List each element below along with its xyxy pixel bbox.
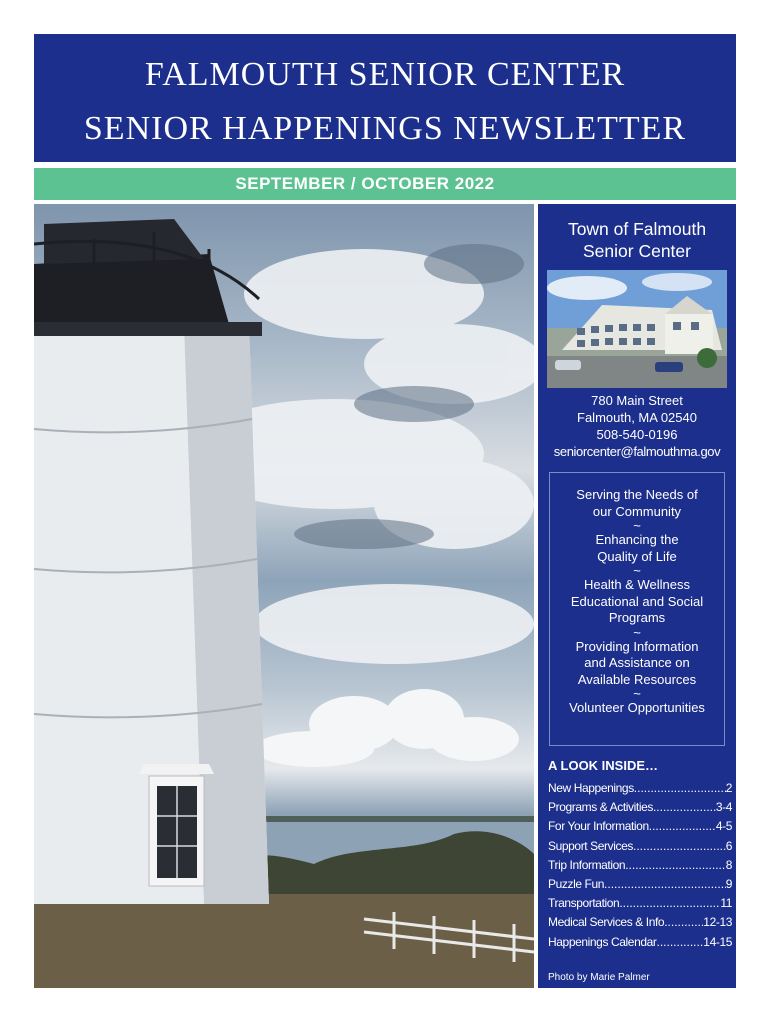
lighthouse-illustration bbox=[34, 204, 534, 988]
mission-box bbox=[549, 472, 725, 746]
mission-line: Available Resources bbox=[577, 671, 697, 687]
toc-leader bbox=[625, 856, 726, 875]
toc-label: For Your Information bbox=[548, 819, 649, 834]
sidebar-title-line2: Senior Center bbox=[583, 241, 691, 261]
toc-page: 6 bbox=[725, 838, 732, 853]
toc-label: Medical Services & Info bbox=[548, 915, 665, 930]
toc-label: Trip Information bbox=[548, 857, 626, 872]
sidebar-title bbox=[538, 218, 736, 262]
toc-leader bbox=[664, 913, 703, 932]
toc-leader bbox=[656, 933, 703, 952]
email-address[interactable]: seniorcenter@falmouthma.gov bbox=[553, 444, 721, 459]
toc-label: Support Services bbox=[548, 838, 633, 853]
toc-page: 9 bbox=[725, 877, 732, 892]
toc-page: 8 bbox=[725, 857, 732, 872]
mission-line: Health & Wellness bbox=[584, 577, 690, 592]
info-sidebar bbox=[538, 204, 736, 988]
senior-center-building-photo bbox=[547, 270, 727, 388]
toc-item[interactable] bbox=[548, 856, 732, 875]
mission-separator: ~ bbox=[633, 518, 641, 533]
issue-date: SEPTEMBER / OCTOBER 2022 bbox=[235, 174, 495, 193]
toc-item[interactable] bbox=[548, 913, 732, 932]
toc-item[interactable] bbox=[548, 894, 732, 913]
mission-line: Serving the Needs of bbox=[576, 487, 698, 502]
toc-label: New Happenings bbox=[548, 781, 634, 795]
mission-separator: ~ bbox=[633, 563, 641, 578]
toc-item[interactable] bbox=[548, 875, 732, 894]
mission-line: Enhancing the bbox=[595, 532, 679, 547]
toc-item[interactable] bbox=[548, 798, 732, 817]
toc-page: 2 bbox=[725, 781, 732, 795]
masthead-title-line1: FALMOUTH SENIOR CENTER bbox=[144, 56, 626, 93]
toc-leader bbox=[653, 798, 716, 817]
toc-item[interactable] bbox=[548, 817, 732, 836]
toc-leader bbox=[619, 894, 720, 913]
toc-label: Happenings Calendar bbox=[548, 934, 657, 949]
toc-page: 3-4 bbox=[715, 800, 732, 815]
toc-label: Transportation bbox=[548, 896, 620, 911]
mission-line: Quality of Life bbox=[597, 548, 677, 564]
toc-label: Puzzle Fun bbox=[548, 877, 605, 892]
masthead-title-line2: SENIOR HAPPENINGS NEWSLETTER bbox=[83, 110, 687, 147]
toc-leader bbox=[633, 837, 726, 856]
toc-leader bbox=[634, 779, 726, 798]
photo-credit: Photo by Marie Palmer bbox=[548, 972, 650, 983]
address-line2: Falmouth, MA 02540 bbox=[577, 410, 697, 425]
mission-line: and Assistance on bbox=[584, 655, 690, 670]
toc-page: 12-13 bbox=[703, 915, 732, 930]
toc-heading: A LOOK INSIDE… bbox=[548, 758, 659, 773]
toc-page: 11 bbox=[720, 896, 732, 911]
contact-info bbox=[538, 392, 736, 460]
toc-label: Programs & Activities bbox=[548, 800, 653, 815]
mission-line: Programs bbox=[608, 610, 666, 625]
sidebar-title-line1: Town of Falmouth bbox=[567, 219, 707, 239]
toc-leader bbox=[604, 875, 726, 894]
mission-line: Volunteer Opportunities bbox=[569, 700, 705, 715]
mission-line: Educational and Social bbox=[570, 593, 704, 609]
toc-page: 14-15 bbox=[703, 934, 732, 949]
newsletter-masthead bbox=[34, 34, 736, 162]
toc-item[interactable] bbox=[548, 779, 732, 798]
address-line1: 780 Main Street bbox=[591, 393, 683, 408]
lighthouse-photo bbox=[34, 204, 534, 988]
issue-date-band bbox=[34, 168, 736, 200]
table-of-contents bbox=[548, 758, 732, 952]
mission-separator: ~ bbox=[633, 624, 641, 640]
toc-item[interactable] bbox=[548, 933, 732, 952]
toc-item[interactable] bbox=[548, 837, 732, 856]
toc-leader bbox=[649, 817, 716, 836]
phone-number[interactable]: 508-540-0196 bbox=[596, 427, 678, 442]
toc-page: 4-5 bbox=[715, 819, 732, 834]
mission-line: our Community bbox=[592, 503, 682, 519]
mission-separator: ~ bbox=[633, 686, 641, 701]
mission-line: Providing Information bbox=[575, 638, 699, 654]
